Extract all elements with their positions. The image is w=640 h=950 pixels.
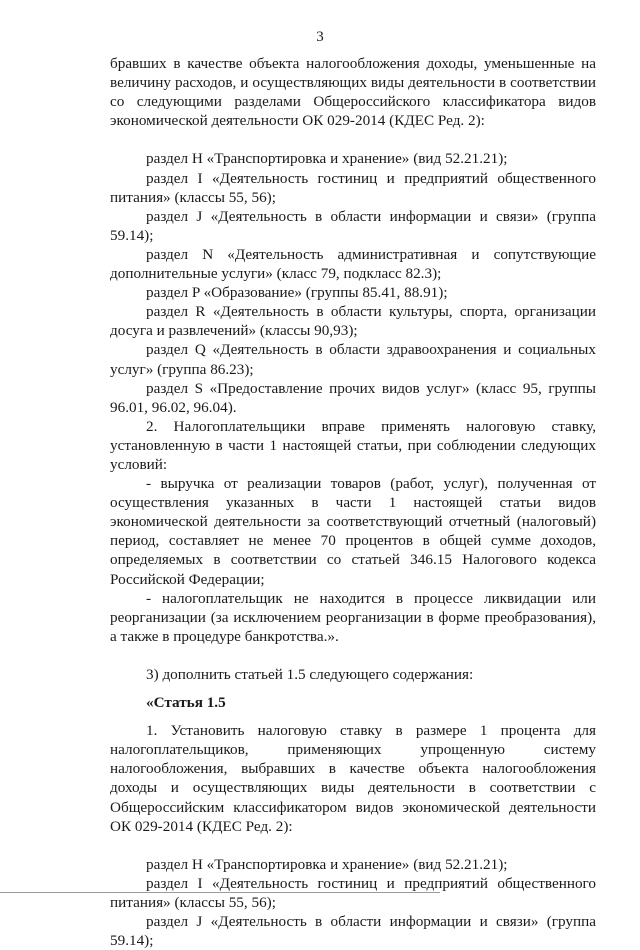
paragraph-section-h: раздел H «Транспортировка и хранение» (вид 52.21.21); (146, 150, 508, 168)
paragraph-part-2: 2. Налогоплательщики вправе применять налоговую ставку, установленную в части 1 настоящей статьи, при соблюдении следующих условий: (110, 417, 596, 473)
paragraph-section-h-2: раздел H «Транспортировка и хранение» (вид 52.21.21); (146, 855, 508, 873)
document-body (110, 54, 596, 950)
paragraph-article-1-5-part-1: 1. Установить налоговую ставку в размере 1 процента для налогоплательщиков, применяющих упрощенную систему налогообложения, выбравших в качестве объекта налогообложения доходы и осуществляющих виды деятельности в соответствии с Общероссийским классификатором видов экономической деятельности ОК 029-2014 (КДЕС Ред. 2): (110, 722, 596, 835)
paragraph-condition-liquidation: - налогоплательщик не находится в процессе ликвидации или реорганизации (за исключением реорганизации в форме преобразования), а также в процедуре банкротства.». (110, 589, 596, 645)
paragraph-intro-continuation: бравших в качестве объекта налогообложения доходы, уменьшенные на величину расходов, и осуществляющих виды деятельности в соответствии со следующими разделами Общероссийского классификатора видов экономической деятельности ОК 029-2014 (КДЕС Ред. 2): (110, 55, 596, 130)
paragraph-section-i-2: раздел I «Деятельность гостиниц и предприятий общественного питания» (классы 55, 56); (110, 874, 596, 912)
paragraph-amendment-3: 3) дополнить статьей 1.5 следующего содержания: (146, 666, 474, 683)
paragraph-section-i: раздел I «Деятельность гостиниц и предприятий общественного питания» (классы 55, 56); (110, 169, 596, 206)
paragraph-section-s: раздел S «Предоставление прочих видов услуг» (класс 95, группы 96.01, 96.02, 96.04). (110, 379, 596, 416)
bottom-rule (0, 892, 440, 893)
paragraph-section-q: раздел Q «Деятельность в области здравоохранения и социальных услуг» (группа 86.23); (110, 341, 596, 378)
page-number: 3 (316, 29, 324, 45)
paragraph-section-p: раздел P «Образование» (группы 85.41, 88.91); (146, 284, 448, 302)
paragraph-section-r: раздел R «Деятельность в области культуры, спорта, организации досуга и развлечений» (классы 90,93); (110, 303, 596, 340)
article-heading: «Статья 1.5 (146, 694, 226, 712)
paragraph-section-j-2: раздел J «Деятельность в области информации и связи» (группа 59.14); (110, 913, 596, 950)
paragraph-section-j: раздел J «Деятельность в области информации и связи» (группа 59.14); (110, 207, 596, 244)
paragraph-section-n: раздел N «Деятельность административная и сопутствующие дополнительные услуги» (класс 79, подкласс 82.3); (110, 245, 596, 283)
paragraph-condition-revenue: - выручка от реализации товаров (работ, услуг), полученная от осуществления указанных в части 1 настоящей статьи видов экономической деятельности за соответствующий отчетный (налоговый) период, составляет не менее 70 процентов в общей сумме доходов, определяемых в соответствии со статьей 346.15 Налогового кодекса Российской Федерации; (110, 475, 596, 588)
